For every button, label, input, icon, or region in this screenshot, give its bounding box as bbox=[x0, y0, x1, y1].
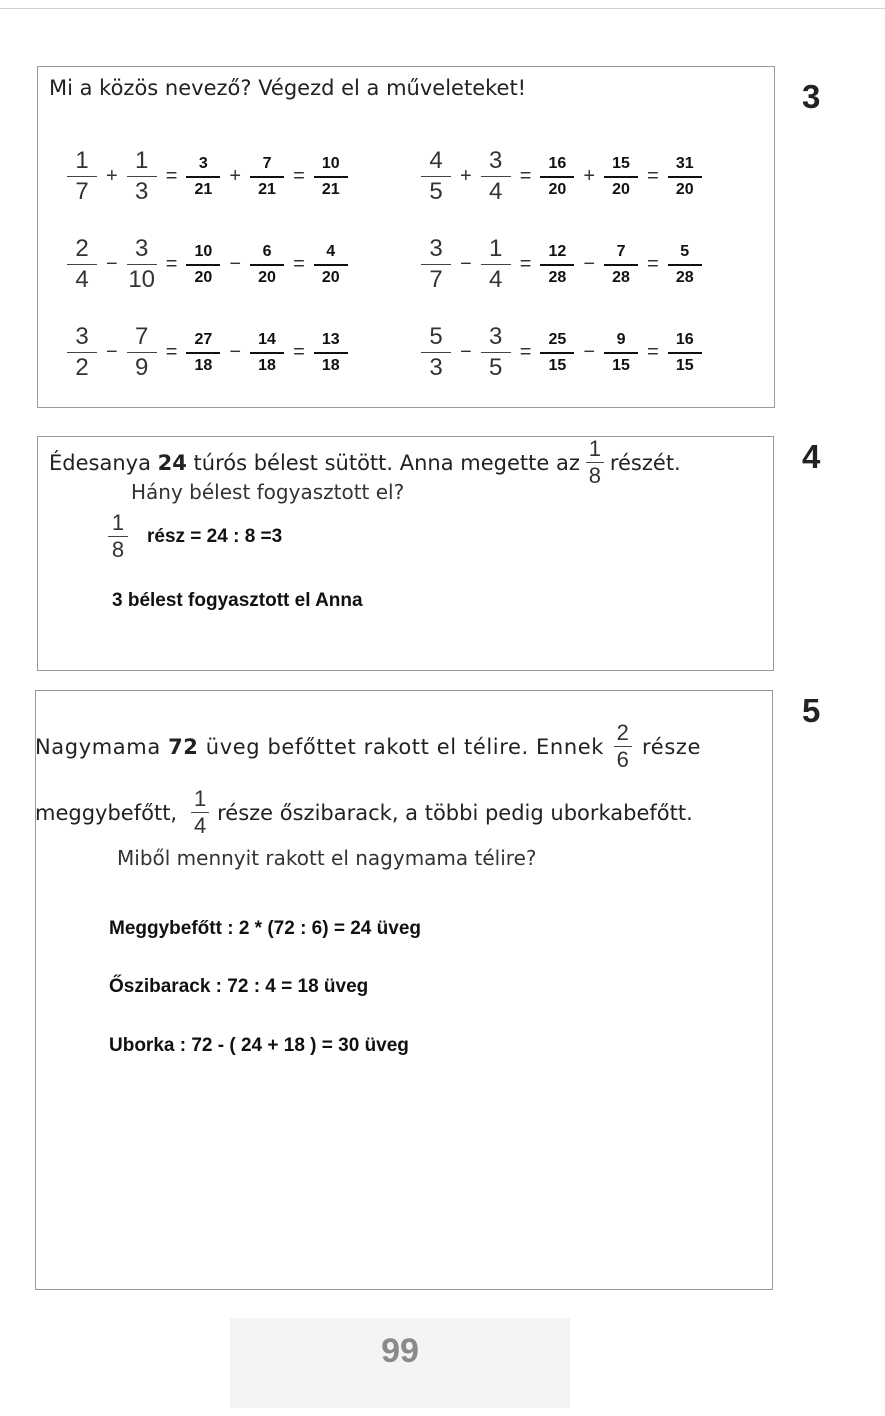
fraction-term bbox=[67, 236, 97, 293]
fraction-bar bbox=[668, 264, 702, 266]
answer-fraction bbox=[604, 331, 638, 375]
equals-sign: = bbox=[165, 165, 178, 187]
task4-q-fraction bbox=[586, 438, 604, 487]
fraction-bar bbox=[481, 352, 511, 353]
fraction-bar bbox=[421, 176, 451, 177]
fraction-denominator: 20 bbox=[258, 268, 276, 286]
fraction-denominator: 18 bbox=[258, 356, 276, 374]
fraction-denominator: 9 bbox=[135, 354, 149, 381]
fraction-denominator: 15 bbox=[548, 356, 567, 374]
fraction-denominator: 21 bbox=[321, 180, 340, 198]
fraction-denominator: 28 bbox=[675, 268, 694, 286]
operator: + bbox=[583, 165, 596, 187]
fraction-term bbox=[481, 148, 511, 205]
fraction-bar bbox=[604, 352, 638, 354]
fraction-numerator: 1 bbox=[135, 147, 149, 174]
task4-number: 4 bbox=[802, 438, 821, 475]
task5-l1-part1: Nagymama bbox=[35, 734, 161, 759]
equals-sign: = bbox=[293, 165, 305, 187]
task3-number: 3 bbox=[802, 78, 821, 115]
task5-answer-2: Őszibarack : 72 : 4 = 18 üveg bbox=[109, 976, 369, 997]
result-fraction bbox=[314, 155, 348, 199]
fraction-denominator: 15 bbox=[675, 356, 694, 374]
fraction-denominator: 18 bbox=[321, 356, 340, 374]
fraction-bar bbox=[67, 352, 97, 353]
fraction-denominator: 20 bbox=[321, 268, 340, 286]
result-fraction bbox=[668, 155, 702, 199]
equals-sign: = bbox=[165, 341, 178, 363]
equals-sign: = bbox=[519, 253, 532, 275]
fraction-denominator: 2 bbox=[75, 354, 89, 381]
operator: − bbox=[229, 253, 242, 275]
task4-q-part1: Édesanya bbox=[49, 450, 151, 475]
fraction-numerator: 6 bbox=[262, 242, 272, 260]
fraction-numerator: 3 bbox=[429, 235, 443, 262]
operator: − bbox=[583, 253, 596, 275]
answer-fraction bbox=[250, 155, 284, 199]
task4-work bbox=[105, 512, 282, 561]
fraction-numerator: 1 bbox=[489, 235, 503, 262]
operator: + bbox=[106, 165, 118, 187]
fraction-bar bbox=[421, 264, 451, 265]
fraction-term bbox=[67, 324, 97, 381]
fraction-denominator: 7 bbox=[75, 178, 89, 205]
equation bbox=[418, 148, 705, 205]
fraction-numerator: 1 bbox=[111, 510, 125, 535]
result-fraction bbox=[314, 243, 348, 287]
equation bbox=[64, 324, 351, 381]
fraction-denominator: 8 bbox=[111, 537, 125, 562]
equals-sign: = bbox=[647, 253, 659, 275]
answer-fraction bbox=[186, 155, 220, 199]
fraction-numerator: 3 bbox=[489, 323, 503, 350]
equation bbox=[418, 236, 705, 293]
fraction-denominator: 5 bbox=[429, 178, 443, 205]
task4-q-part3: részét. bbox=[609, 450, 681, 475]
operator: + bbox=[229, 165, 242, 187]
answer-fraction bbox=[250, 243, 284, 287]
fraction-numerator: 25 bbox=[548, 330, 567, 348]
fraction-numerator: 14 bbox=[258, 330, 276, 348]
fraction-bar bbox=[186, 352, 220, 354]
fraction-denominator: 10 bbox=[128, 266, 156, 293]
task5-l1-part3: része bbox=[642, 734, 702, 759]
fraction-numerator: 3 bbox=[135, 235, 149, 262]
fraction-denominator: 18 bbox=[194, 356, 213, 374]
answer-fraction bbox=[604, 155, 638, 199]
equation bbox=[418, 324, 705, 381]
fraction-denominator: 20 bbox=[548, 180, 567, 198]
fraction-denominator: 20 bbox=[194, 268, 213, 286]
fraction-bar bbox=[67, 176, 97, 177]
operator: − bbox=[229, 341, 242, 363]
task5-l1-fraction bbox=[614, 722, 632, 771]
task5-l2-fraction bbox=[191, 788, 209, 837]
fraction-term bbox=[127, 236, 157, 293]
fraction-term bbox=[127, 148, 157, 205]
task5-l2-part1: meggybefőtt, bbox=[35, 800, 178, 825]
task5-l1-num: 72 bbox=[168, 734, 199, 759]
fraction-numerator: 12 bbox=[548, 242, 567, 260]
equals-sign: = bbox=[165, 253, 178, 275]
fraction-term bbox=[421, 236, 451, 293]
fraction-denominator: 6 bbox=[616, 747, 630, 772]
operator: − bbox=[460, 253, 472, 275]
fraction-term bbox=[481, 236, 511, 293]
fraction-denominator: 15 bbox=[612, 356, 630, 374]
fraction-term bbox=[481, 324, 511, 381]
fraction-numerator: 13 bbox=[321, 330, 340, 348]
fraction-bar bbox=[186, 176, 220, 178]
result-fraction bbox=[668, 243, 702, 287]
operator: − bbox=[460, 341, 472, 363]
fraction-bar bbox=[250, 176, 284, 178]
fraction-numerator: 7 bbox=[135, 323, 149, 350]
fraction-numerator: 2 bbox=[75, 235, 89, 262]
fraction-numerator: 10 bbox=[321, 154, 340, 172]
task5-line1 bbox=[35, 722, 701, 771]
equals-sign: = bbox=[293, 341, 305, 363]
fraction-numerator: 1 bbox=[75, 147, 89, 174]
answer-fraction bbox=[250, 331, 284, 375]
fraction-denominator: 21 bbox=[194, 180, 213, 198]
fraction-bar bbox=[250, 352, 284, 354]
fraction-denominator: 8 bbox=[588, 463, 601, 488]
fraction-term bbox=[421, 148, 451, 205]
fraction-bar bbox=[127, 264, 157, 265]
result-fraction bbox=[668, 331, 702, 375]
fraction-term bbox=[67, 148, 97, 205]
fraction-numerator: 3 bbox=[75, 323, 89, 350]
task4-subquestion: Hány bélest fogyasztott el? bbox=[131, 480, 405, 504]
fraction-bar bbox=[186, 264, 220, 266]
fraction-numerator: 5 bbox=[680, 242, 690, 260]
fraction-bar bbox=[604, 264, 638, 266]
top-rule bbox=[0, 8, 885, 9]
fraction-denominator: 4 bbox=[75, 266, 89, 293]
answer-fraction bbox=[540, 331, 574, 375]
operator: + bbox=[460, 165, 472, 187]
task4-q-part2: túrós bélest sütött. Anna megette az bbox=[193, 450, 580, 475]
fraction-denominator: 4 bbox=[193, 813, 207, 838]
fraction-numerator: 2 bbox=[616, 720, 630, 745]
task4-work-fraction bbox=[108, 512, 128, 561]
task5-subquestion: Miből mennyit rakott el nagymama télire? bbox=[117, 846, 537, 870]
operator: − bbox=[106, 253, 118, 275]
answer-fraction bbox=[186, 243, 220, 287]
fraction-numerator: 5 bbox=[429, 323, 443, 350]
task5-l1-part2: üveg befőttet rakott el télire. Ennek bbox=[205, 734, 605, 759]
equals-sign: = bbox=[519, 165, 532, 187]
fraction-denominator: 4 bbox=[489, 266, 503, 293]
fraction-numerator: 1 bbox=[588, 436, 601, 461]
fraction-bar bbox=[314, 176, 348, 178]
fraction-bar bbox=[540, 264, 574, 266]
fraction-numerator: 16 bbox=[548, 154, 567, 172]
fraction-denominator: 3 bbox=[135, 178, 149, 205]
fraction-denominator: 5 bbox=[489, 354, 503, 381]
equals-sign: = bbox=[647, 165, 659, 187]
equals-sign: = bbox=[647, 341, 659, 363]
fraction-bar bbox=[127, 352, 157, 353]
fraction-bar bbox=[314, 352, 348, 354]
fraction-numerator: 31 bbox=[675, 154, 694, 172]
fraction-numerator: 4 bbox=[326, 242, 336, 260]
fraction-term bbox=[127, 324, 157, 381]
result-fraction bbox=[314, 331, 348, 375]
operator: − bbox=[106, 341, 118, 363]
fraction-denominator: 20 bbox=[612, 180, 630, 198]
fraction-bar bbox=[540, 176, 574, 178]
fraction-bar bbox=[481, 176, 511, 177]
answer-fraction bbox=[604, 243, 638, 287]
fraction-bar bbox=[481, 264, 511, 265]
fraction-numerator: 7 bbox=[262, 154, 272, 172]
answer-fraction bbox=[540, 155, 574, 199]
fraction-bar bbox=[668, 176, 702, 178]
equals-sign: = bbox=[293, 253, 305, 275]
fraction-denominator: 7 bbox=[429, 266, 443, 293]
task4-q-num: 24 bbox=[157, 450, 187, 475]
fraction-numerator: 3 bbox=[198, 154, 208, 172]
task5-answer-1: Meggybefőtt : 2 * (72 : 6) = 24 üveg bbox=[109, 918, 421, 939]
answer-fraction bbox=[186, 331, 220, 375]
fraction-bar bbox=[540, 352, 574, 354]
fraction-numerator: 7 bbox=[616, 242, 626, 260]
fraction-bar bbox=[250, 264, 284, 266]
fraction-bar bbox=[668, 352, 702, 354]
fraction-bar bbox=[421, 352, 451, 353]
task3-title: Mi a közös nevező? Végezd el a műveleteket! bbox=[49, 76, 527, 100]
task4-answer: 3 bélest fogyasztott el Anna bbox=[112, 590, 363, 611]
fraction-denominator: 28 bbox=[612, 268, 630, 286]
fraction-numerator: 27 bbox=[194, 330, 213, 348]
fraction-denominator: 21 bbox=[258, 180, 276, 198]
fraction-numerator: 10 bbox=[194, 242, 213, 260]
equation bbox=[64, 236, 351, 293]
answer-fraction bbox=[540, 243, 574, 287]
fraction-numerator: 3 bbox=[489, 147, 503, 174]
fraction-bar bbox=[604, 176, 638, 178]
equation bbox=[64, 148, 351, 205]
fraction-numerator: 4 bbox=[429, 147, 443, 174]
fraction-bar bbox=[314, 264, 348, 266]
fraction-denominator: 3 bbox=[429, 354, 443, 381]
page-number: 99 bbox=[381, 1332, 419, 1370]
fraction-numerator: 16 bbox=[675, 330, 694, 348]
task5-line2 bbox=[35, 788, 693, 837]
task4-work-text: rész = 24 : 8 =3 bbox=[147, 525, 283, 547]
fraction-numerator: 9 bbox=[616, 330, 626, 348]
fraction-denominator: 28 bbox=[548, 268, 567, 286]
equals-sign: = bbox=[519, 341, 532, 363]
fraction-denominator: 4 bbox=[489, 178, 503, 205]
fraction-bar bbox=[67, 264, 97, 265]
task5-answer-3: Uborka : 72 - ( 24 + 18 ) = 30 üveg bbox=[109, 1035, 409, 1056]
operator: − bbox=[583, 341, 596, 363]
fraction-denominator: 20 bbox=[675, 180, 694, 198]
task5-l2-part2: része őszibarack, a többi pedig uborkabefőtt. bbox=[217, 800, 693, 825]
fraction-term bbox=[421, 324, 451, 381]
fraction-bar bbox=[127, 176, 157, 177]
fraction-numerator: 15 bbox=[612, 154, 630, 172]
fraction-numerator: 1 bbox=[193, 786, 207, 811]
task5-number: 5 bbox=[802, 692, 821, 729]
